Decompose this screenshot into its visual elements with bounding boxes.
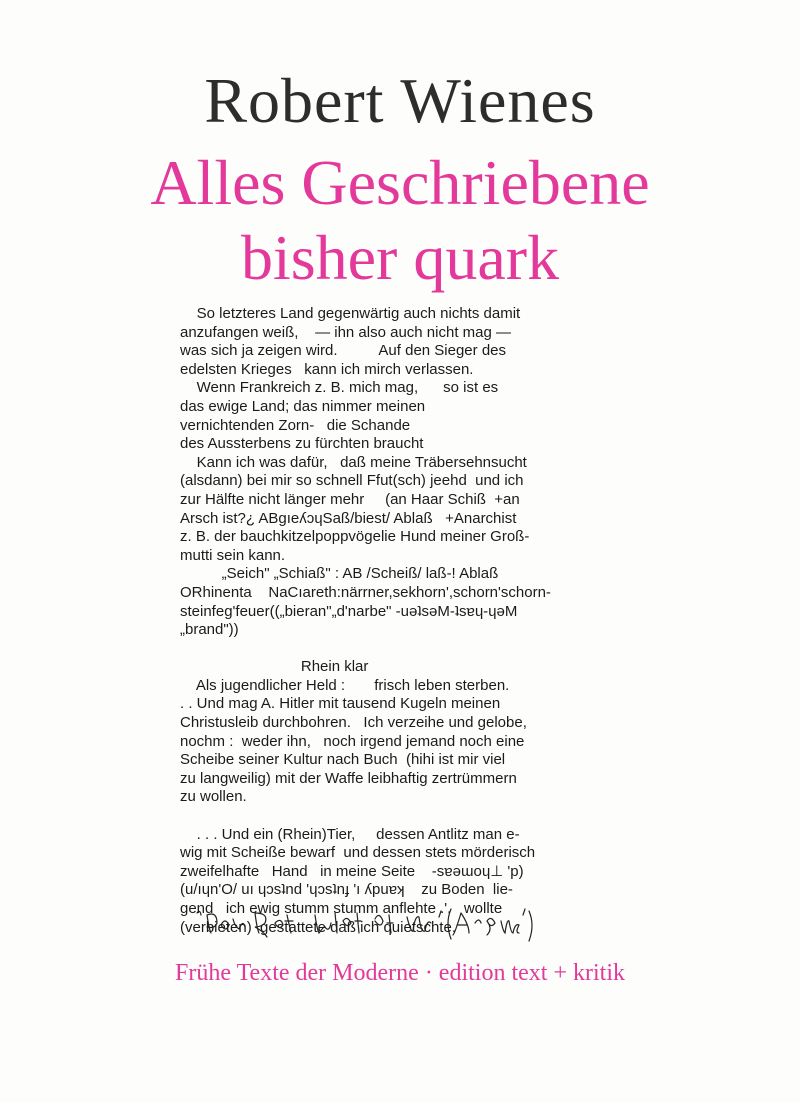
text-line: des Aussterbens zu fürchten braucht bbox=[180, 435, 424, 453]
text-line: was sich ja zeigen wird. Auf den Sieger des bbox=[180, 342, 507, 360]
text-line: anzufangen weiß, — ihn also auch nicht mag — bbox=[180, 323, 512, 341]
text-line: Rhein klar bbox=[180, 658, 369, 676]
text-line: . . . Und ein (Rhein)Tier, dessen Antlitz man e- bbox=[180, 825, 520, 843]
text-line: Christusleib durchbohren. Ich verzeihe und gelobe, bbox=[180, 714, 527, 732]
text-line: „brand")) bbox=[180, 621, 239, 639]
text-line: Scheibe seiner Kultur nach Buch (hihi ist mir viel bbox=[180, 751, 506, 769]
text-line: (u/ıɥn'O/ uı ɥɔsʇnd 'ɥɔsʇnɟ 'ı ʎpuɐʞ zu Boden lie- bbox=[180, 881, 513, 899]
text-line bbox=[180, 640, 620, 659]
text-line: Als jugendlicher Held : frisch leben sterben. bbox=[180, 676, 510, 694]
handwritten-signature bbox=[195, 905, 535, 945]
text-line: zu wollen. bbox=[180, 788, 247, 806]
text-line: das ewige Land; das nimmer meinen bbox=[180, 397, 426, 415]
text-line: zu langweilig) mit der Waffe leibhaftig zertrümmern bbox=[180, 769, 517, 787]
text-line: zweifelhafte Hand in meine Seite -sɐǝɯoɥ⊥ 'p) bbox=[180, 862, 524, 880]
text-line: „Seich" „Schiaß" : AB /Scheiß/ laß-! Ablaß bbox=[180, 565, 499, 583]
text-line: So letzteres Land gegenwärtig auch nichts damit bbox=[180, 305, 521, 322]
series-footer: Frühe Texte der Moderne · edition text + kritik bbox=[175, 960, 625, 986]
text-line: . . Und mag A. Hitler mit tausend Kugeln meinen bbox=[180, 695, 501, 713]
title-line-1: Alles Geschriebene bbox=[150, 147, 650, 218]
text-line: steinfeg'feuer((„bieran"„d'narbe" -uǝʇsǝM-ʇsɐɥ-ɥǝM bbox=[180, 602, 518, 620]
text-line: mutti sein kann. bbox=[180, 546, 286, 564]
text-line: nochm : weder ihn, noch irgend jemand noch eine bbox=[180, 732, 525, 750]
text-line: wig mit Scheiße bewarf und dessen stets mörderisch bbox=[180, 844, 536, 862]
title-line-2: bisher quark bbox=[240, 221, 560, 293]
text-line: zur Hälfte nicht länger mehr (an Haar Schiß +an bbox=[180, 490, 520, 508]
text-line: ORhinenta NaCıareth:närrner,sekhorn',schorn'schorn- bbox=[180, 583, 551, 601]
text-line: gend ich ewig stumm stumm anflehte .'. wollte bbox=[180, 900, 503, 917]
text-line: (verbieten) gestattete daß ich quietschte. bbox=[180, 918, 456, 936]
text-line: (alsdann) bei mir so schnell Ffut(sch) jeehd und ich bbox=[180, 472, 524, 490]
text-excerpt bbox=[180, 305, 620, 937]
text-line: Wenn Frankreich z. B. mich mag, so ist es bbox=[180, 379, 499, 397]
text-line: edelsten Krieges kann ich mirch verlassen. bbox=[180, 360, 474, 378]
text-line: z. B. der bauchkitzelpoppvögelie Hund meiner Groß- bbox=[180, 528, 530, 546]
text-line: Kann ich was dafür, daß meine Träbersehnsucht bbox=[180, 453, 527, 471]
text-line: Arsch ist?¿ ABgıeʎɔɥSaß/biest/ Ablaß +Anarchist bbox=[180, 509, 517, 527]
author-name: Robert Wienes bbox=[204, 65, 596, 136]
book-title bbox=[0, 146, 800, 296]
text-line bbox=[180, 807, 620, 826]
text-line: vernichtenden Zorn- die Schande bbox=[180, 416, 411, 434]
